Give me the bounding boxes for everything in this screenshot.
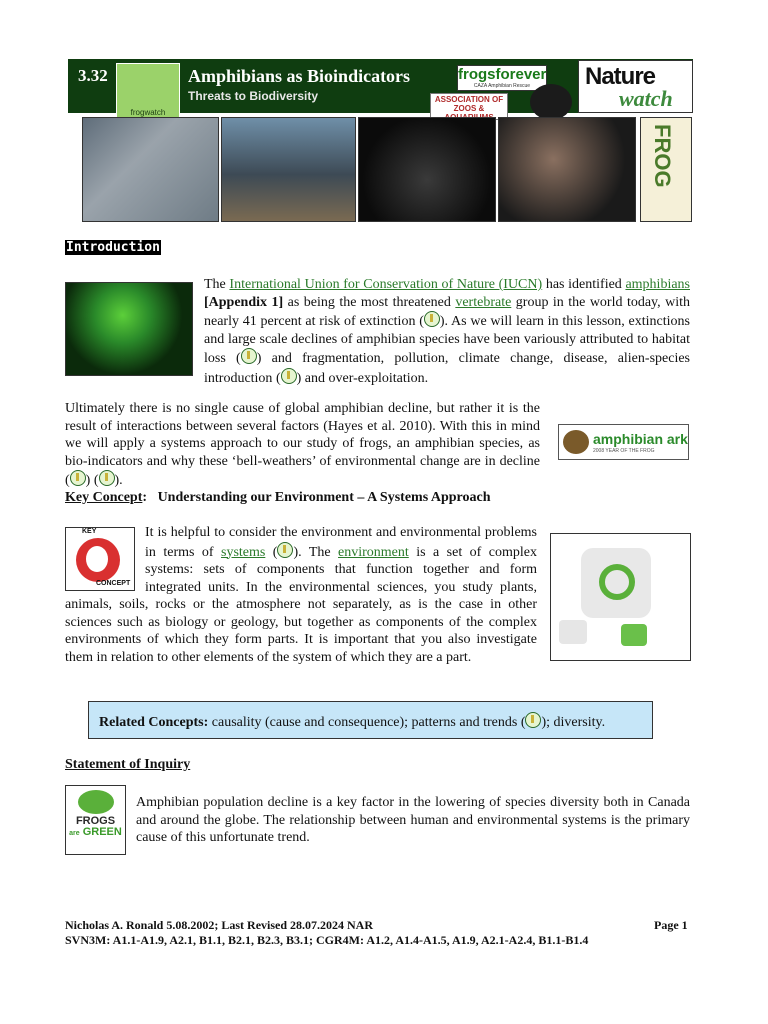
frogsforever-text: frogsforever xyxy=(458,66,547,83)
section-heading-inquiry xyxy=(65,757,190,773)
text-span: It is helpful to consider the environment and environmental problems in terms of xyxy=(145,525,537,560)
page-subtitle: Threats to Biodiversity xyxy=(188,89,319,103)
puzzle-piece xyxy=(621,624,647,646)
vertebrate-link[interactable]: vertebrate xyxy=(455,294,512,310)
float-spacer xyxy=(65,524,145,592)
key-concept-label: Key Concept xyxy=(65,490,143,505)
photo-frog-on-hand xyxy=(82,117,219,222)
related-concepts-text: Related Concepts: causality (cause and consequence); patterns and trends ( ); diversity. xyxy=(99,712,647,732)
section-heading-introduction: Introduction xyxy=(66,240,160,255)
frog-icon xyxy=(78,790,114,814)
key-concept-paragraph: It is helpful to consider the environment and environmental problems in terms of systems ( ). The environment is a set of complex systems: sets of components that function together and form integrated units. In the environmental sciences, you study plants, animals, soils, rocks or the atmosphere not separately, as is the case in other sciences such as biology or geology, but together as components of the complex environments of which they form parts. It is important that you also investigate them in relation to other elements of the system of which they are a part. xyxy=(65,525,537,665)
text-span: . As we will learn in this lesson, extinctions and large scale declines of amphibian species have been variously attributed to habitat loss xyxy=(204,314,690,366)
frogwatch-logo-text: frogwatch xyxy=(130,108,166,117)
amphibians-link[interactable]: amphibians xyxy=(625,277,690,292)
pushpin-icon[interactable] xyxy=(525,712,541,728)
photo-group-night xyxy=(358,117,496,222)
recycle-icon xyxy=(599,564,635,600)
text-span: and over-exploitation. xyxy=(301,370,429,386)
text-span: has identified xyxy=(542,277,626,292)
inquiry-paragraph: Amphibian population decline is a key factor in the lowering of species diversity both in Canada and around the globe. The relationship between human and environmental systems is the primary cause of this unfortunate trend. xyxy=(136,795,690,845)
naturewatch-word: Nature xyxy=(585,63,656,90)
text-span: . The xyxy=(298,544,339,560)
key-concept-colon: : xyxy=(142,490,148,505)
key-concept-icon-bottom: CONCEPT xyxy=(96,580,131,587)
key-concept-title: Understanding our Environment – A Systems Approach xyxy=(157,490,491,505)
text-span: and fragmentation, pollution, climate change, disease, alien-species introduction xyxy=(204,351,690,386)
frog-vertical-text: FROG xyxy=(650,124,675,188)
naturewatch-logo xyxy=(578,60,693,113)
text-span: as being the most threatened xyxy=(283,294,456,310)
watch-word: watch xyxy=(619,86,673,111)
photo-girls-with-frog xyxy=(498,117,636,222)
partner-logo xyxy=(530,84,572,120)
inquiry-heading-text: Statement of Inquiry xyxy=(65,757,191,772)
logo-are: are xyxy=(69,830,80,837)
pushpin-icon[interactable] xyxy=(99,470,115,486)
lesson-number: 3.32 xyxy=(78,66,108,85)
aza-logo: ASSOCIATION OF ZOOS & xyxy=(430,93,508,120)
frogsforever-subtext: CAZA Amphibian Rescue xyxy=(473,83,531,89)
text-span: Ultimately there is no single cause of global amphibian decline, but rather it is the result of interactions between several factors (Hayes et al. 2010). With this in mind we will apply a systems approach to our study of frogs, an amphibian species, as bio-indicators and why these ‘bell-weathers’ of environmental change are in decline xyxy=(65,401,540,469)
frogwatch-logo xyxy=(116,63,180,119)
amphibian-ark-title: amphibian ark xyxy=(593,431,688,447)
recycle-puzzle-icon xyxy=(550,533,691,661)
text-span: causality (cause and consequence); patterns and trends xyxy=(208,715,521,730)
environment-link[interactable]: environment xyxy=(338,544,409,560)
footer-author: Nicholas A. Ronald 5.08.2002; Last Revised 28.07.2024 NAR xyxy=(65,918,374,932)
frogsforever-logo xyxy=(457,65,547,91)
puzzle-piece xyxy=(559,620,587,644)
related-concepts-label: Related Concepts: xyxy=(99,715,209,730)
frogs-are-green-text xyxy=(68,816,123,839)
amphibian-ark-logo xyxy=(558,424,689,460)
pushpin-icon[interactable] xyxy=(70,470,86,486)
intro-paragraph-2a: Ultimately there is no single cause of global amphibian decline, but rather it is the result of interactions between several factors (Hayes et al. 2010). With this in mind we will apply a systems approach to our study of frogs, an amphibian species, as bio-indicators and why these ‘bell-weathers’ of environmental change are in decline ( ) ( ). xyxy=(65,400,690,490)
frogs-are-green-logo xyxy=(65,785,126,855)
section-heading-key-concept xyxy=(65,490,491,506)
text-span: ; diversity. xyxy=(546,715,606,730)
related-concepts-box xyxy=(88,701,653,739)
amphibian-ark-subtitle: 2008 YEAR OF THE FROG xyxy=(593,448,655,454)
footer-curriculum: SVN3M: A1.1-A1.9, A2.1, B1.1, B2.1, B2.3, B3.1; CGR4M: A1.2, A1.4-A1.5, A1.9, A2.1-A2.4, B1.1-B1.4 xyxy=(65,933,589,947)
logo-frogs: FROGS xyxy=(75,815,116,827)
logo-green: GREEN xyxy=(82,826,122,838)
frog-face-icon xyxy=(563,430,589,454)
text-span: group in the world today, with nearly 41 percent at risk of extinction xyxy=(204,294,690,329)
pushpin-icon[interactable] xyxy=(281,368,297,384)
systems-link[interactable]: systems xyxy=(221,544,266,560)
key-concept-icon-top: KEY xyxy=(82,528,97,535)
frogwatch-vertical-logo xyxy=(640,117,692,222)
text-span: The xyxy=(204,277,230,292)
appendix-reference: [Appendix 1] xyxy=(204,294,284,310)
text-span: is a set of complex systems: sets of components that function together and form integrated units. In the environmental sciences, you study plants, animals, soils, rocks or the atmosphere not separately, as is the case in other sciences such as biology or geology, but together as components of the complex environments of which they form parts. It is important that you also investigate them in relation to other elements of the system of which they are a part. xyxy=(65,544,537,665)
page-title: Amphibians as Bioindicators xyxy=(188,66,411,86)
tree-frog-photo xyxy=(65,282,193,376)
pushpin-icon[interactable] xyxy=(277,542,293,558)
text-span: . xyxy=(119,473,123,488)
pushpin-icon[interactable] xyxy=(241,348,257,364)
photo-people-on-dock xyxy=(221,117,356,222)
page-number: Page 1 xyxy=(654,918,688,932)
intro-paragraph-1: The International Union for Conservation of Nature (IUCN) has identified amphibians [Appendix 1] as being the most threatened vertebrate group in the world today, with nearly 41 percent at risk of extinction ( ). As we will learn in this lesson, extinctions and large scale declines of amphibian species have been variously attributed to habitat loss ( ) and fragmentation, pollution, climate change, disease, alien-species introduction ( ) and over-exploitation. xyxy=(204,277,690,386)
pushpin-icon[interactable] xyxy=(424,311,440,327)
iucn-link[interactable]: International Union for Conservation of Nature (IUCN) xyxy=(229,277,543,292)
